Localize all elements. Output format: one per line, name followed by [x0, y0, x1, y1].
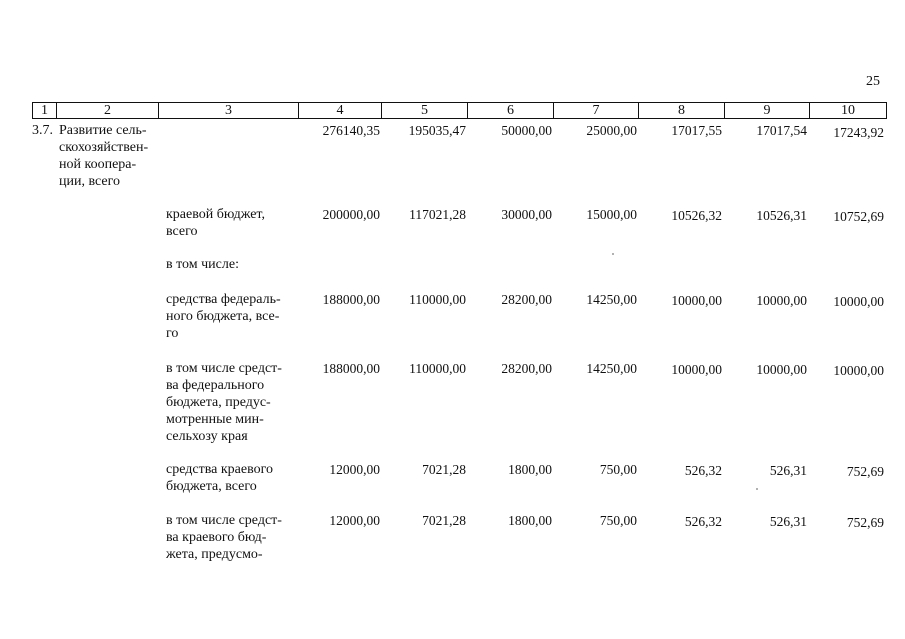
value-cell: 1800,00 — [508, 513, 552, 528]
value-cell: 10752,69 — [833, 209, 884, 224]
column-header-row — [33, 103, 887, 119]
row-label-federal-ministry — [166, 360, 291, 445]
value-cell: 7021,28 — [422, 513, 466, 528]
column-header-9: 9 — [725, 103, 810, 119]
value-cell: 750,00 — [599, 513, 637, 528]
row-label-including — [166, 256, 291, 273]
value-cell: 14250,00 — [586, 361, 637, 376]
row-label-line: в том числе средст- — [166, 513, 282, 528]
row-label-line: средства краевого — [166, 462, 273, 477]
value-cell: 15000,00 — [586, 207, 637, 222]
scan-speck — [756, 488, 758, 490]
row-label-line: средства федераль- — [166, 292, 281, 307]
item-name-line: ции, всего — [59, 174, 120, 189]
value-cell: 12000,00 — [329, 513, 380, 528]
value-cell: 526,31 — [769, 463, 807, 478]
value-cell: 526,32 — [684, 514, 722, 529]
value-cell: 10000,00 — [756, 362, 807, 377]
value-cell: 10000,00 — [833, 294, 884, 309]
row-label-line: ва краевого бюд- — [166, 530, 267, 545]
value-cell: 28200,00 — [501, 292, 552, 307]
value-cell: 30000,00 — [501, 207, 552, 222]
row-label-line: в том числе: — [166, 257, 239, 272]
value-cell: 276140,35 — [322, 123, 380, 138]
column-header-1: 1 — [33, 103, 57, 119]
value-cell: 50000,00 — [501, 123, 552, 138]
value-cell: 14250,00 — [586, 292, 637, 307]
value-cell: 10000,00 — [756, 293, 807, 308]
row-label-line: краевой бюджет, — [166, 207, 265, 222]
page-number: 25 — [866, 74, 880, 89]
value-cell: 110000,00 — [409, 361, 466, 376]
value-cell: 195035,47 — [408, 123, 466, 138]
value-cell: 752,69 — [846, 515, 884, 530]
value-cell: 17243,92 — [833, 125, 884, 140]
column-header-2: 2 — [57, 103, 159, 119]
row-label-line: в том числе средст- — [166, 361, 282, 376]
scan-speck — [612, 253, 614, 255]
column-header-4: 4 — [299, 103, 382, 119]
value-cell: 10000,00 — [833, 363, 884, 378]
row-label-line: сельхозу края — [166, 429, 248, 444]
row-label-line: ва федерального — [166, 378, 265, 393]
value-cell: 17017,55 — [671, 123, 722, 138]
column-header-table — [32, 102, 887, 119]
row-label-federal-funds — [166, 291, 291, 342]
value-cell: 17017,54 — [756, 123, 807, 138]
value-cell: 110000,00 — [409, 292, 466, 307]
column-header-7: 7 — [554, 103, 639, 119]
row-label-regional-budget — [166, 206, 291, 240]
row-label-line: го — [166, 326, 179, 341]
row-label-regional-funds — [166, 461, 291, 495]
value-cell: 1800,00 — [508, 462, 552, 477]
value-cell: 526,31 — [769, 514, 807, 529]
row-label-line: жета, предусмо- — [166, 547, 263, 562]
item-name-line: ной коопера- — [59, 157, 137, 172]
column-header-10: 10 — [810, 103, 887, 119]
item-name-line: Развитие сель- — [59, 123, 147, 138]
value-cell: 28200,00 — [501, 361, 552, 376]
value-cell: 750,00 — [599, 462, 637, 477]
row-label-line: бюджета, всего — [166, 479, 257, 494]
value-cell: 10000,00 — [671, 362, 722, 377]
row-label-line: ного бюджета, все- — [166, 309, 280, 324]
value-cell: 25000,00 — [586, 123, 637, 138]
row-label-line: бюджета, предус- — [166, 395, 271, 410]
value-cell: 10526,32 — [671, 208, 722, 223]
column-header-3: 3 — [159, 103, 299, 119]
value-cell: 7021,28 — [422, 462, 466, 477]
item-name — [59, 122, 160, 190]
column-header-5: 5 — [382, 103, 468, 119]
column-header-8: 8 — [639, 103, 725, 119]
column-header-6: 6 — [468, 103, 554, 119]
item-number: 3.7. — [32, 123, 53, 138]
value-cell: 10000,00 — [671, 293, 722, 308]
value-cell: 752,69 — [846, 464, 884, 479]
row-label-regional-ministry — [166, 512, 291, 563]
value-cell: 188000,00 — [322, 292, 380, 307]
value-cell: 117021,28 — [409, 207, 466, 222]
value-cell: 188000,00 — [322, 361, 380, 376]
value-cell: 10526,31 — [756, 208, 807, 223]
row-label-line: мотренные мин- — [166, 412, 264, 427]
row-label-line: всего — [166, 224, 198, 239]
value-cell: 12000,00 — [329, 462, 380, 477]
value-cell: 200000,00 — [322, 207, 380, 222]
value-cell: 526,32 — [684, 463, 722, 478]
item-name-line: скохозяйствен- — [59, 140, 149, 155]
